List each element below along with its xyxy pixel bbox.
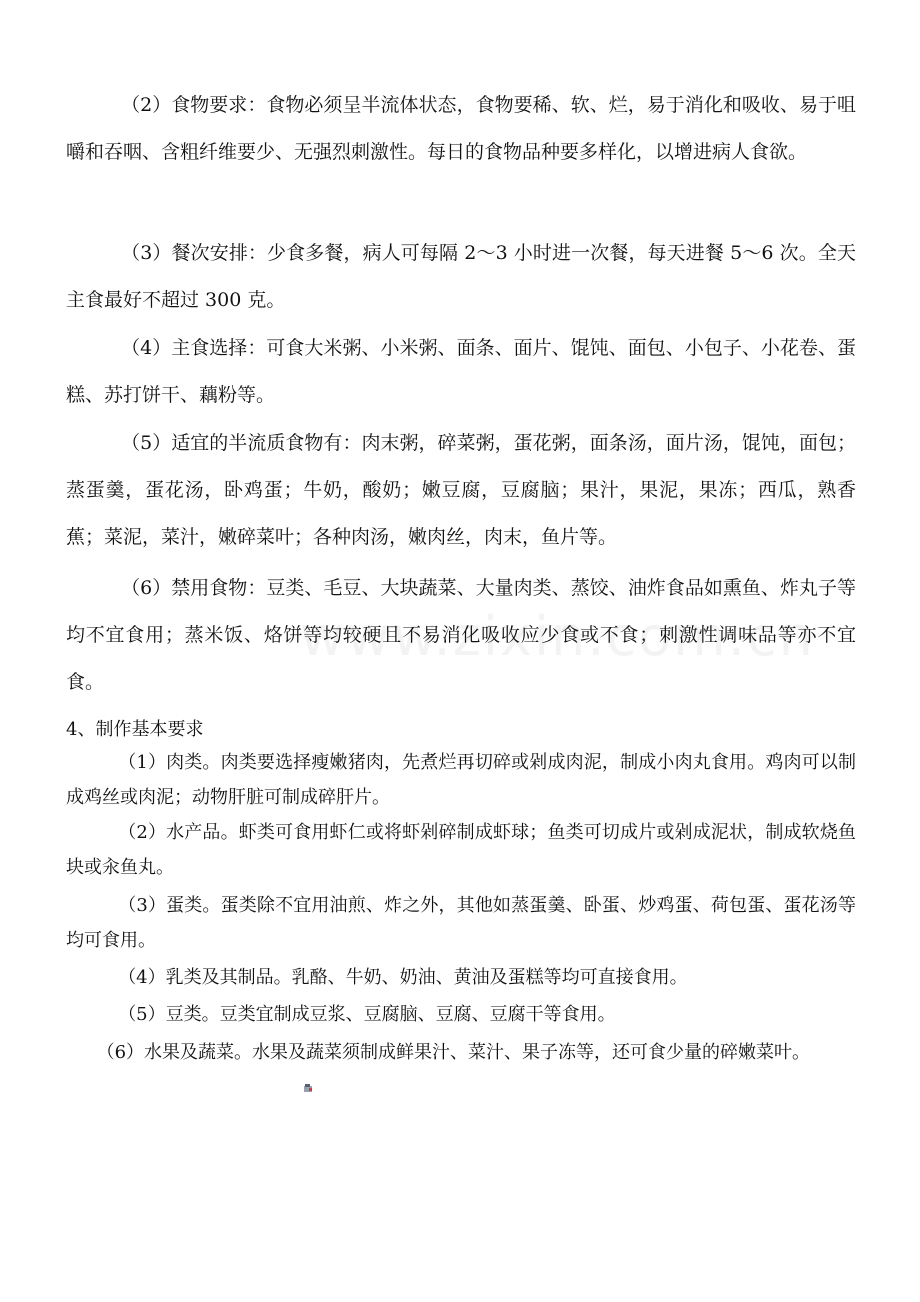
prep-paragraph-meat: （1）肉类。肉类要选择瘦嫩猪肉，先煮烂再切碎或剁成肉泥，制成小肉丸食用。鸡肉可以制成鸡丝或肉泥；动物肝脏可制成碎肝片。 — [66, 752, 856, 808]
diet-paragraph-food-requirements: （2）食物要求：食物必须呈半流体状态，食物要稀、软、烂，易于消化和吸收、易于咀嚼和吞咽、含粗纤维要少、无强烈刺激性。每日的食物品种要多样化，以增进病人食欲。 — [66, 94, 856, 163]
diet-paragraph-meal-schedule: （3）餐次安排：少食多餐，病人可每隔 2～3 小时进一次餐，每天进餐 5～6 次。全天主食最好不超过 300 克。 — [66, 242, 856, 311]
section-heading: 4、制作基本要求 — [66, 719, 204, 740]
image-placeholder-icon — [303, 1083, 313, 1093]
diet-paragraph-suitable-foods: （5）适宜的半流质食物有：肉末粥，碎菜粥，蛋花粥，面条汤，面片汤，馄饨，面包；蒸蛋羹，蛋花汤，卧鸡蛋；牛奶，酸奶；嫩豆腐，豆腐脑；果汁，果泥，果冻；西瓜，熟香蕉；菜泥，菜汁，嫩碎菜叶；各种肉汤，嫩肉丝，肉末，鱼片等。 — [66, 432, 856, 548]
prep-paragraph-beans: （5）豆类。豆类宜制成豆浆、豆腐脑、豆腐、豆腐干等食用。 — [118, 1004, 616, 1025]
prep-paragraph-dairy: （4）乳类及其制品。乳酪、牛奶、奶油、黄油及蛋糕等均可直接食用。 — [118, 967, 688, 988]
diet-paragraph-staple-choice: （4）主食选择：可食大米粥、小米粥、面条、面片、馄饨、面包、小包子、小花卷、蛋糕、苏打饼干、藕粉等。 — [66, 337, 856, 406]
prep-paragraph-seafood: （2）水产品。虾类可食用虾仁或将虾剁碎制成虾球；鱼类可切成片或剁成泥状，制成软烧鱼块或汆鱼丸。 — [66, 822, 856, 878]
diet-paragraph-forbidden-foods: （6）禁用食物：豆类、毛豆、大块蔬菜、大量肉类、蒸饺、油炸食品如熏鱼、炸丸子等均不宜食用；蒸米饭、烙饼等均较硬且不易消化吸收应少食或不食；刺激性调味品等亦不宜食。 — [66, 577, 856, 693]
prep-paragraph-fruit-vegetables: （6）水果及蔬菜。水果及蔬菜须制成鲜果汁、菜汁、果子冻等，还可食少量的碎嫩菜叶。 — [96, 1042, 811, 1063]
prep-paragraph-eggs: （3）蛋类。蛋类除不宜用油煎、炸之外，其他如蒸蛋羹、卧蛋、炒鸡蛋、荷包蛋、蛋花汤等均可食用。 — [66, 895, 856, 951]
